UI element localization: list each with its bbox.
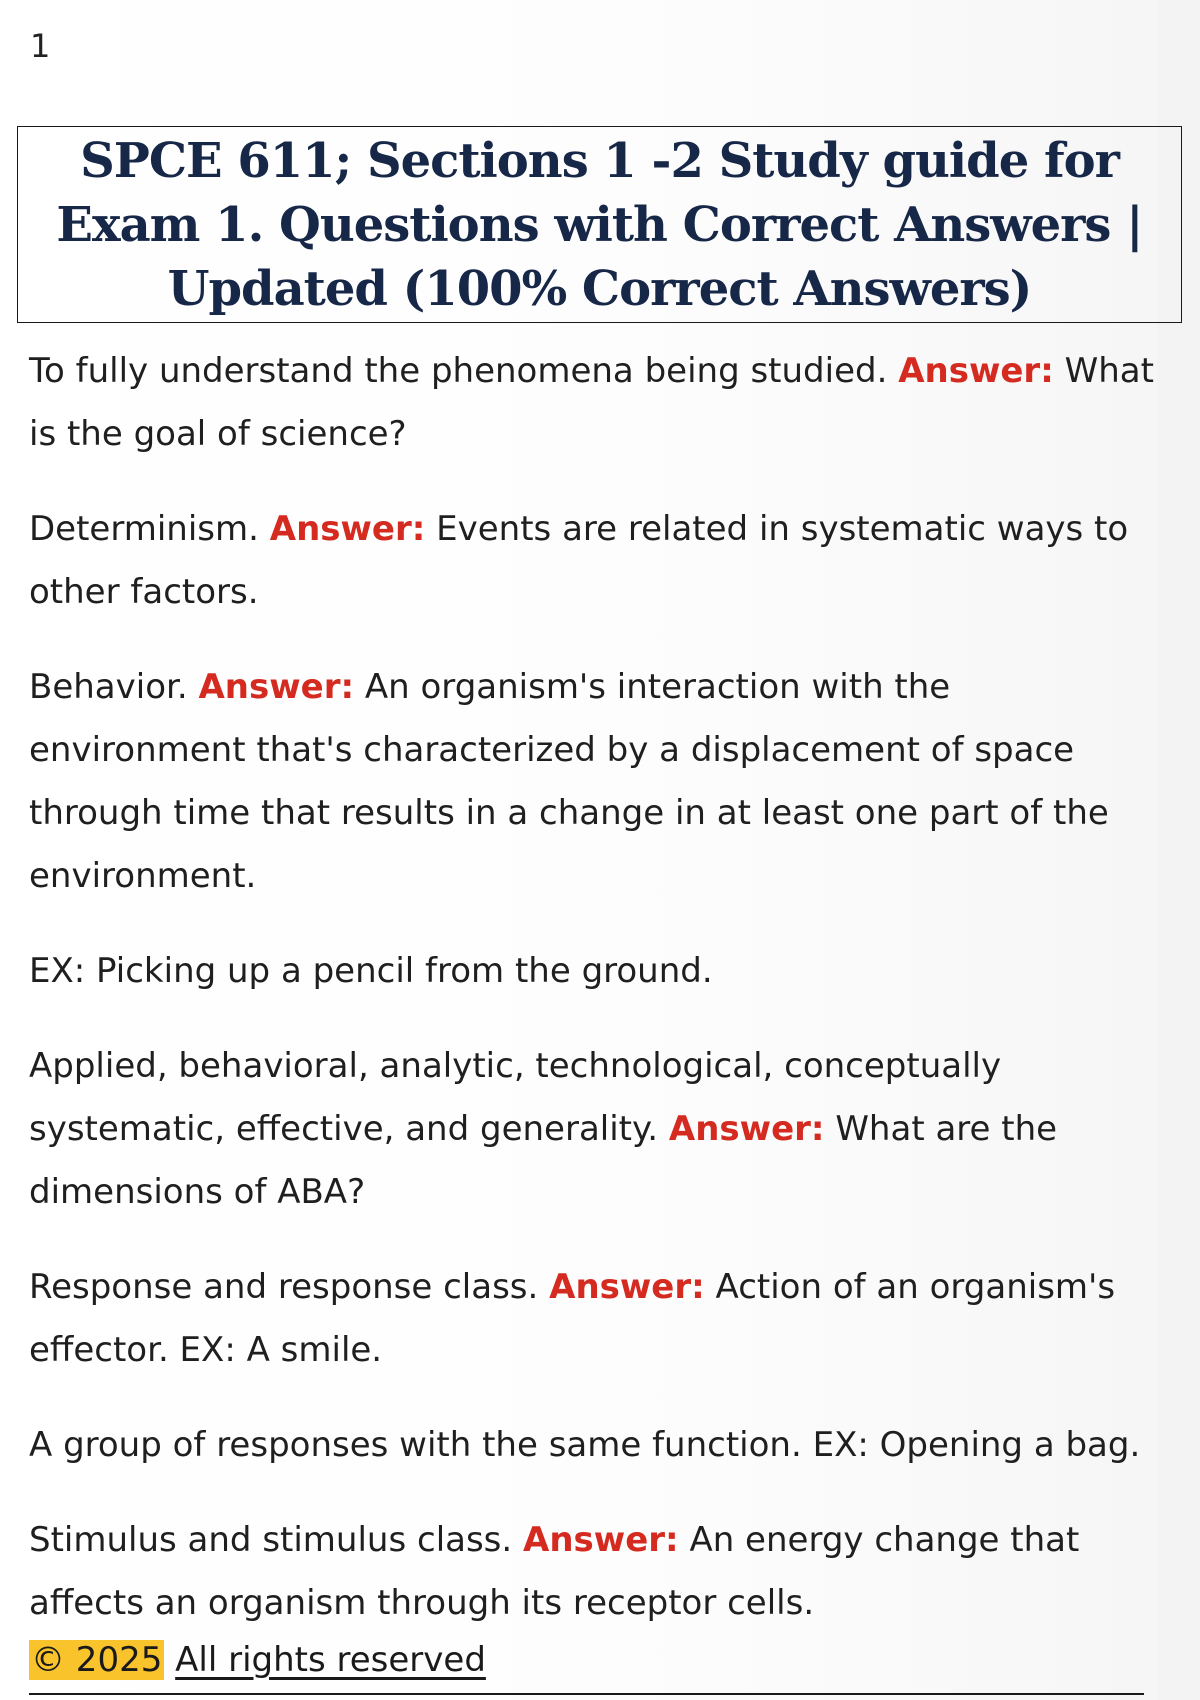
qa-entry	[29, 656, 1164, 908]
document-title: SPCE 611; Sections 1 -2 Study guide for Exam 1. Questions with Correct Answers | Updated (100% Correct Answers)	[56, 132, 1143, 317]
entry-answer: Events are related in systematic ways to other factors.	[29, 509, 1129, 612]
copyright-notice: © 2025	[31, 1640, 163, 1680]
qa-entry	[29, 340, 1164, 466]
answer-label: Answer:	[198, 667, 355, 707]
entry-term: Applied, behavioral, analytic, technological, conceptually systematic, effective, and generality.	[29, 1046, 1002, 1149]
page-number: 1	[30, 27, 51, 65]
answer-label: Answer:	[668, 1109, 825, 1149]
entry-term: Stimulus and stimulus class.	[29, 1520, 513, 1560]
entry-answer: What are the dimensions of ABA?	[29, 1109, 1058, 1212]
study-guide-content	[29, 340, 1164, 1667]
qa-entry	[29, 1256, 1164, 1382]
qa-entry	[29, 498, 1164, 624]
page-footer	[29, 1638, 486, 1682]
entry-term: Behavior.	[29, 667, 188, 707]
entry-term: Determinism.	[29, 509, 259, 549]
entry-term: Response and response class.	[29, 1267, 539, 1307]
entry-answer: An organism's interaction with the environment that's characterized by a displacement of space through time that results in a change in at least one part of the environment.	[29, 667, 1109, 896]
title-box	[17, 126, 1182, 323]
answer-label: Answer:	[549, 1267, 705, 1307]
answer-label: Answer:	[523, 1520, 679, 1560]
answer-label: Answer:	[898, 351, 1054, 391]
qa-entry	[29, 1509, 1164, 1635]
footer-rule	[29, 1693, 1144, 1695]
entry-answer: What is the goal of science?	[29, 351, 1154, 454]
example-line: A group of responses with the same function. EX: Opening a bag.	[29, 1425, 1141, 1465]
entry-answer: Action of an organism's effector. EX: A smile.	[29, 1267, 1116, 1370]
qa-entry	[29, 1035, 1164, 1224]
rights-reserved-text: All rights reserved	[175, 1640, 486, 1680]
example-line: EX: Picking up a pencil from the ground.	[29, 951, 713, 991]
entry-answer: An energy change that affects an organism through its receptor cells.	[29, 1520, 1080, 1623]
answer-label: Answer:	[269, 509, 426, 549]
entry-term: To fully understand the phenomena being studied.	[29, 351, 888, 391]
